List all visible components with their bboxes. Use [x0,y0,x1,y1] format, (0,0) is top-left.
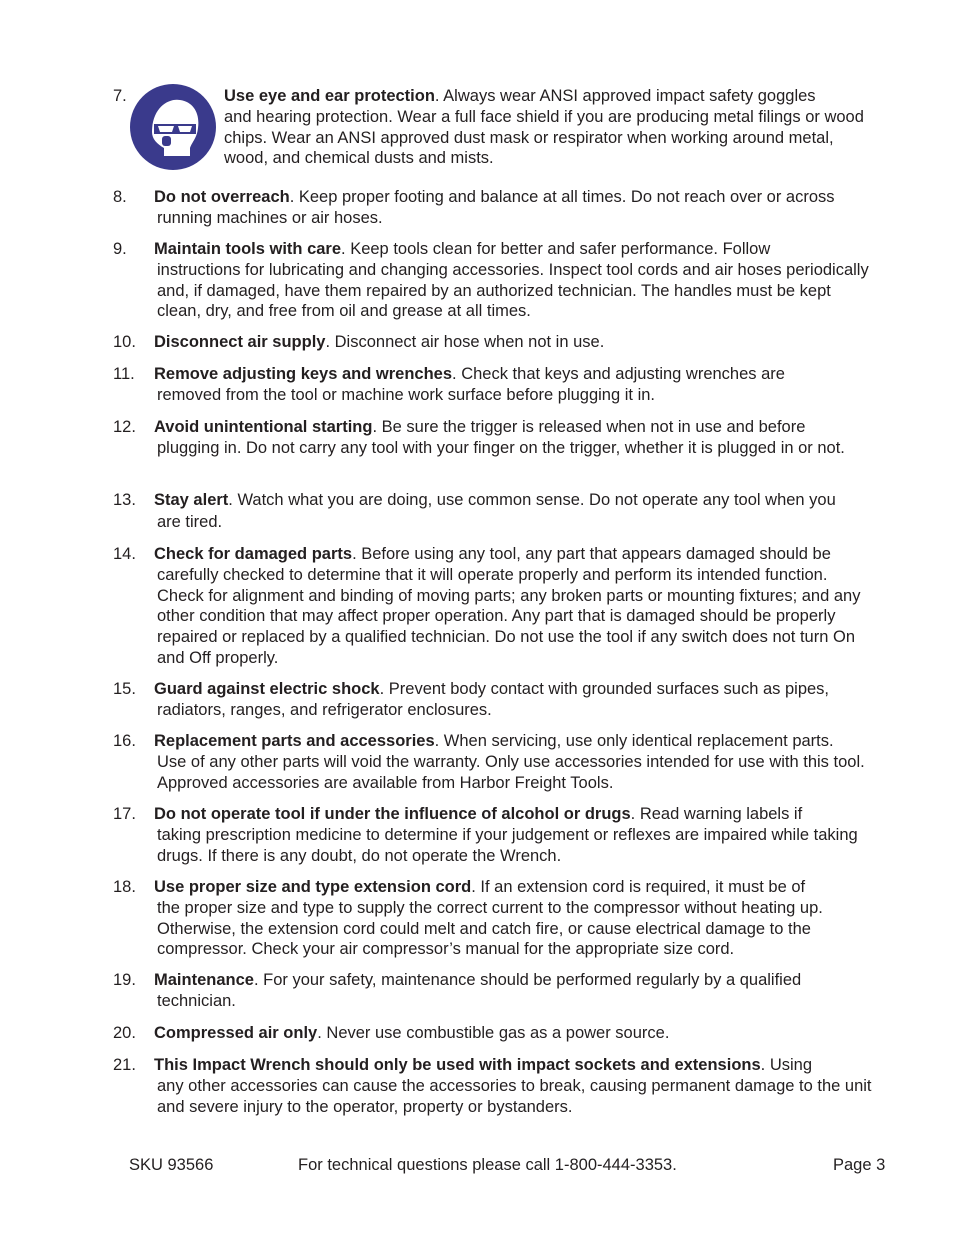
list-item [113,731,873,793]
item-title: This Impact Wrench should only be used with impact sockets and extensions [154,1056,761,1074]
item-number: 21. [113,1056,136,1074]
item-text-rest: any other accessories can cause the accessories to break, causing permanent damage to the unit and severe injury to the operator, property or bystanders. [157,1076,872,1116]
item-text: . Be sure the trigger is released when not in use and before [372,418,806,436]
list-item [113,544,873,669]
item-text-rest: the proper size and type to supply the correct current to the compressor without heating up. Otherwise, the extension cord could melt and catch fire, or cause electrical damage to the compressor. Check your air compressor’s manual for the appropriate size cord. [157,898,823,959]
item-text: . Disconnect air hose when not in use. [325,333,605,351]
footer-page-number: Page 3 [833,1156,886,1174]
item-text-rest: radiators, ranges, and refrigerator enclosures. [157,700,492,719]
item-title: Guard against electric shock [154,680,380,698]
list-item [113,364,873,406]
item-number: 12. [113,418,136,436]
list-item [113,239,873,322]
item-text-rest: instructions for lubricating and changing accessories. Inspect tool cords and air hoses periodically and, if damaged, have them repaired by an authorized technician. The handles must be kept clean, dry, and free from oil and grease at all times. [157,260,869,321]
item-title: Maintenance [154,971,254,989]
item-title: Do not operate tool if under the influence of alcohol or drugs [154,805,631,823]
item-title: Compressed air only [154,1024,318,1042]
item-title: Replacement parts and accessories [154,732,435,750]
item-title: Stay alert [154,491,229,509]
list-item [113,332,873,353]
item-text-rest: taking prescription medicine to determine if your judgement or reflexes are impaired while taking drugs. If there is any doubt, do not operate the Wrench. [157,825,858,865]
item-number: 9. [113,240,127,258]
item-text: . Never use combustible gas as a power source. [317,1024,670,1042]
item-text: . When servicing, use only identical replacement parts. [434,732,834,750]
list-item [113,970,873,1012]
item-text: . Prevent body contact with grounded surfaces such as pipes, [379,680,830,698]
item-text-rest: technician. [157,991,236,1010]
item-number: 10. [113,333,136,351]
item-title: Disconnect air supply [154,333,326,351]
item-text-rest: plugging in. Do not carry any tool with your finger on the trigger, whether it is plugged in or not. [157,438,845,457]
list-item [113,187,873,229]
item-number: 14. [113,545,136,563]
item-text: . Watch what you are doing, use common sense. Do not operate any tool when you [228,491,836,509]
item-number: 17. [113,805,136,823]
item-text: . Check that keys and adjusting wrenches are [452,365,785,383]
item-number: 19. [113,971,136,989]
item-title: Check for damaged parts [154,545,353,563]
item-title: Maintain tools with care [154,240,342,258]
item-number: 20. [113,1024,136,1042]
item-text-rest: Use of any other parts will void the warranty. Only use accessories intended for use with this tool. Approved accessories are available from Harbor Freight Tools. [157,752,865,792]
item-text-rest: removed from the tool or machine work surface before plugging it in. [157,385,655,404]
item-number: 11. [113,365,135,383]
list-item [113,679,873,721]
item-number: 7. [113,87,127,105]
item-number: 16. [113,732,136,750]
list-item [113,417,873,459]
item-title: Do not overreach [154,188,290,206]
item-number: 15. [113,680,136,698]
item-text: . Before using any tool, any part that appears damaged should be [352,545,831,563]
list-item [113,1023,873,1044]
list-item [113,877,873,960]
item-title: Avoid unintentional starting [154,418,373,436]
item-title: Use proper size and type extension cord [154,878,472,896]
item-number: 13. [113,491,136,509]
list-item [113,1055,873,1117]
item-text: . Read warning labels if [630,805,803,823]
list-item [113,490,873,533]
item-text-rest: are tired. [157,512,223,531]
item-title: Use eye and ear protection [224,87,435,105]
footer-support-text: For technical questions please call 1-800-444-3353. [298,1156,677,1174]
list-item [113,804,873,866]
item-text: . If an extension cord is required, it must be of [471,878,806,896]
item-text: . Keep proper footing and balance at all times. Do not reach over or across [289,188,835,206]
item-text-rest: and hearing protection. Wear a full face shield if you are producing metal filings or wood chips. Wear an ANSI approved dust mask or respirator when working around metal, wood, and chemical dusts and mists. [224,107,864,168]
item-text-rest: carefully checked to determine that it will operate properly and perform its intended function. Check for alignment and binding of moving parts; any broken parts or mounting fixtures; and any other condition that may affect proper operation. Any part that is damaged should be properly repaired or replaced by a qualified technician. Do not use the tool if any switch does not turn On and Off properly. [157,565,861,667]
list-item [113,86,873,169]
item-text-rest: running machines or air hoses. [157,208,383,227]
item-text: . Keep tools clean for better and safer performance. Follow [341,240,771,258]
item-text: . Using [760,1056,813,1074]
item-title: Remove adjusting keys and wrenches [154,365,453,383]
item-number: 18. [113,878,136,896]
footer-sku: SKU 93566 [129,1156,214,1174]
item-number: 8. [113,188,127,206]
item-text: . Always wear ANSI approved impact safety goggles [434,87,816,105]
item-text: . For your safety, maintenance should be performed regularly by a qualified [253,971,802,989]
